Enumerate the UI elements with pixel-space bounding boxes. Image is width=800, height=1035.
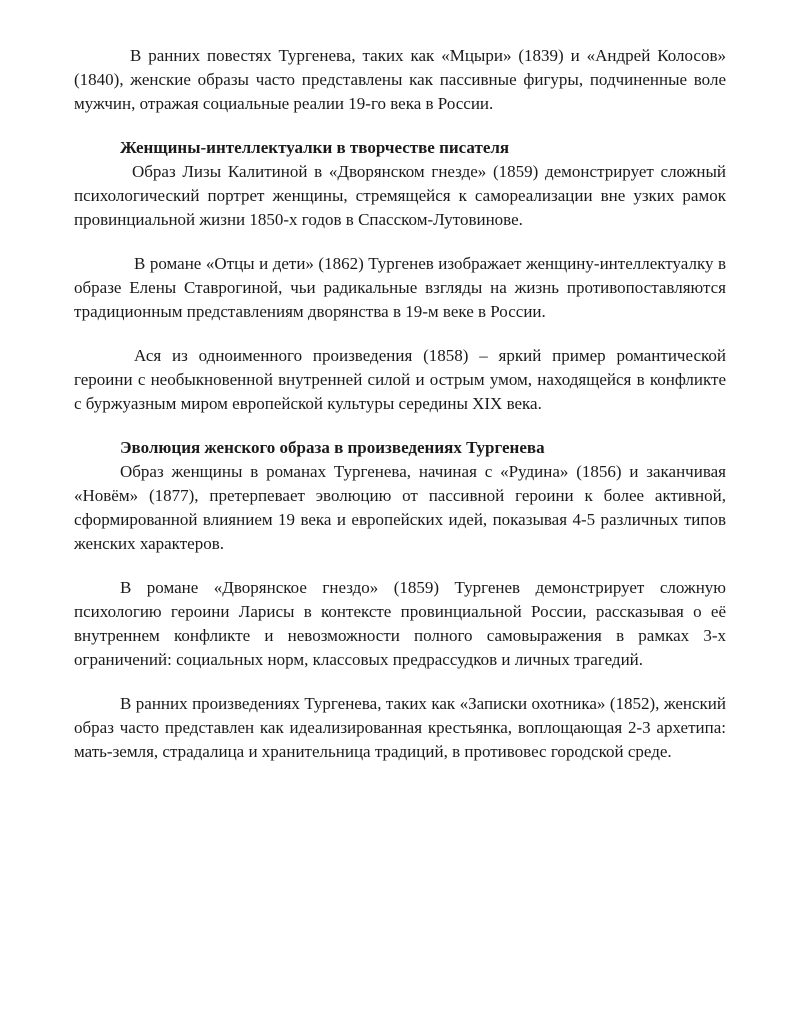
paragraph-liza-kalitina: Образ Лизы Калитиной в «Дворянском гнезде» (1859) демонстрирует сложный психологический портрет женщины, стремящейся к самореализации вне узких рамок провинциальной жизни 1850-х годов в Спасском-Лутовинове.	[74, 162, 726, 229]
paragraph-asya: Ася из одноименного произведения (1858) – яркий пример романтической героини с необыкновенной внутренней силой и острым умом, находящейся в конфликте с буржуазным миром европейской культуры середины XIX века.	[74, 346, 726, 413]
paragraph-evolution-rudin-nov: Образ женщины в романах Тургенева, начиная с «Рудина» (1856) и заканчивая «Новём» (1877), претерпевает эволюцию от пассивной героини к более активной, сформированной влиянием 19 века и европейских идей, показывая 4-5 различных типов женских характеров.	[74, 462, 726, 553]
paragraph-hunters-sketches: В ранних произведениях Тургенева, таких как «Записки охотника» (1852), женский образ часто представлен как идеализированная крестьянка, воплощающая 2-3 архетипа: мать-земля, страдалица и хранительница традиций, в противовес городской среде.	[74, 694, 726, 761]
document-page	[74, 44, 726, 764]
paragraph-early-stories: В ранних повестях Тургенева, таких как «Мцыри» (1839) и «Андрей Колосов» (1840), женские образы часто представлены как пассивные фигуры, подчиненные воле мужчин, отражая социальные реалии 19-го века в России.	[74, 46, 726, 113]
paragraph-nest-of-gentry-larisa: В романе «Дворянское гнездо» (1859) Тургенев демонстрирует сложную психологию героини Ларисы в контексте провинциальной России, рассказывая о её внутреннем конфликте и невозможности полного самовыражения в рамках 3-х ограничений: социальных норм, классовых предрассудков и личных трагедий.	[74, 578, 726, 669]
section-heading-evolution: Эволюция женского образа в произведениях Тургенева	[120, 438, 545, 457]
paragraph-fathers-and-sons: В романе «Отцы и дети» (1862) Тургенев изображает женщину-интеллектуалку в образе Елены Ставрогиной, чьи радикальные взгляды на жизнь противопоставляются традиционным представлениям дворянства в 19-м веке в России.	[74, 254, 726, 321]
section-heading-intellectual-women: Женщины-интеллектуалки в творчестве писателя	[120, 138, 510, 157]
